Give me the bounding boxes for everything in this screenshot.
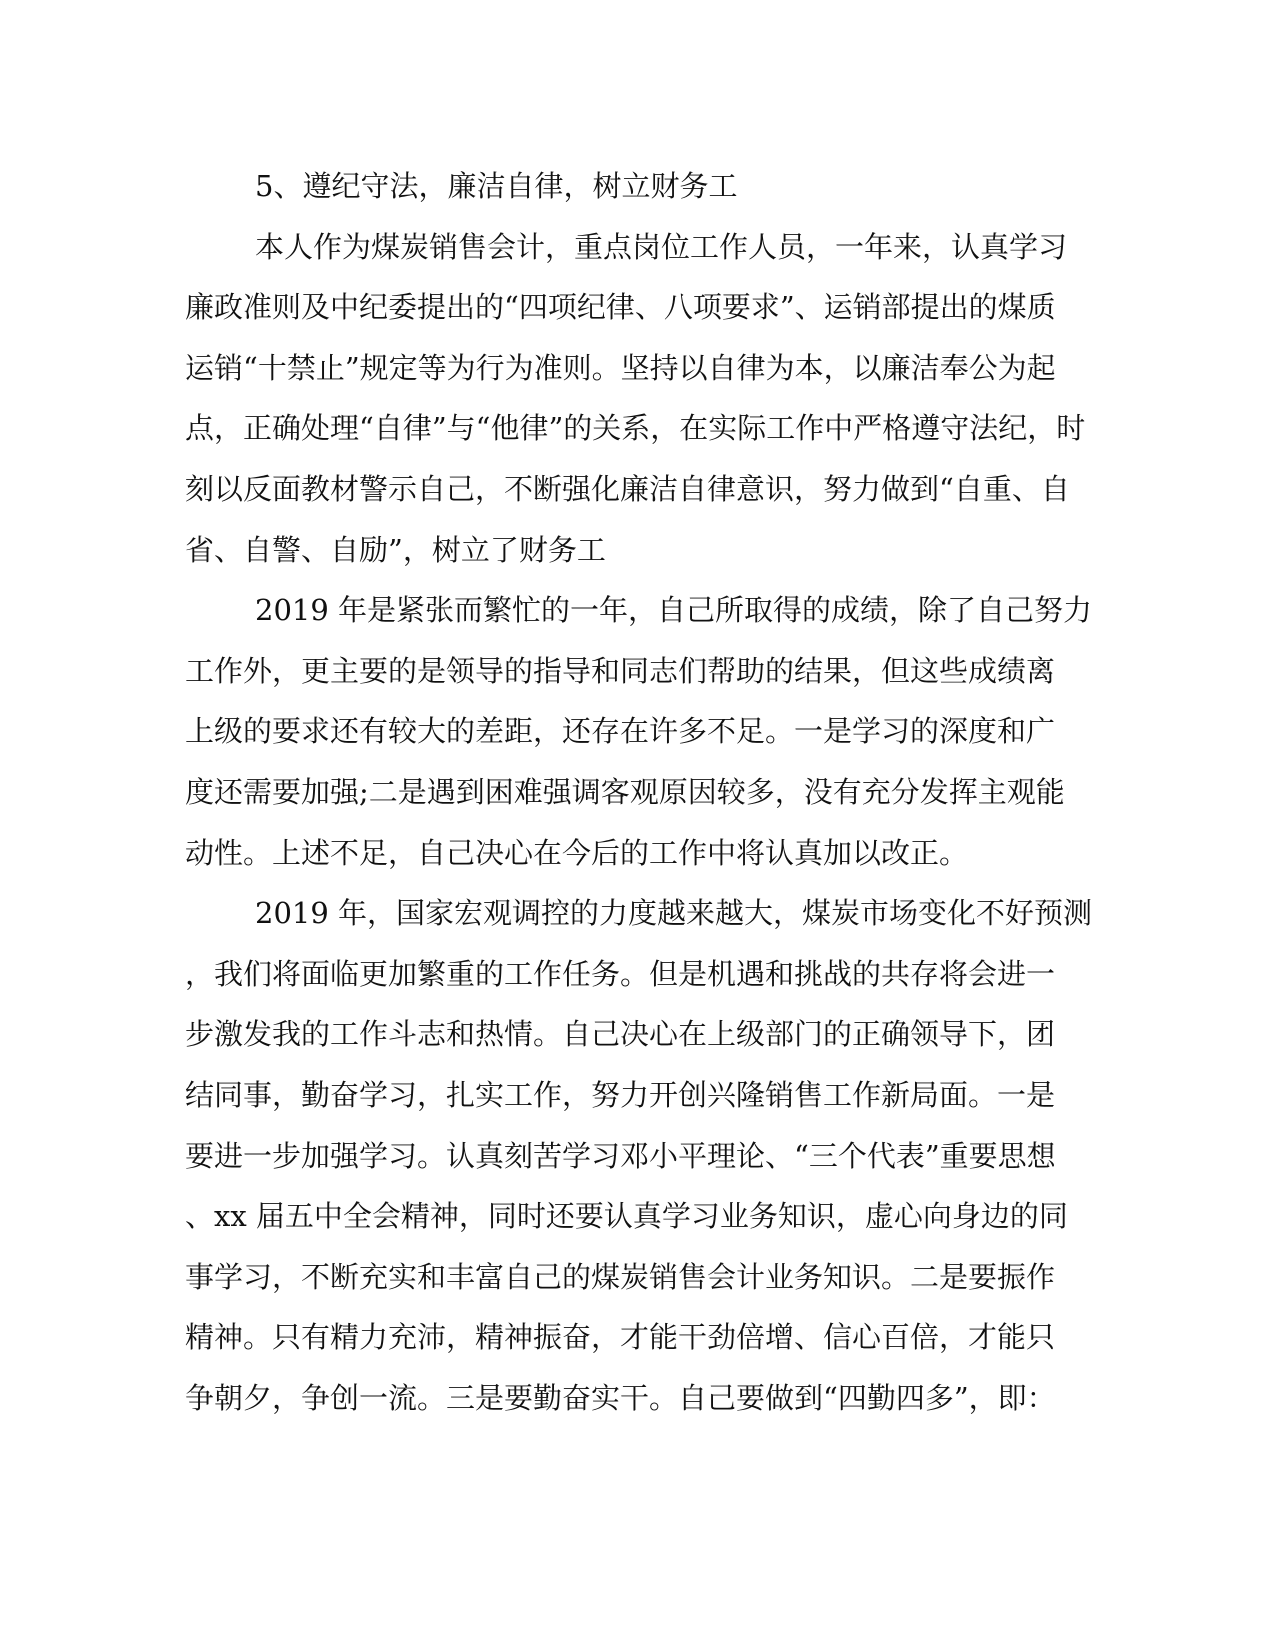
text-line: 刻以反面教材警示自己，不断强化廉洁自律意识，努力做到“自重、自 [185, 471, 1070, 506]
text-line: 度还需要加强;二是遇到困难强调客观原因较多，没有充分发挥主观能 [185, 774, 1065, 809]
text-line: 动性。上述不足，自己决心在今后的工作中将认真加以改正。 [185, 835, 969, 870]
text-line: 廉政准则及中纪委提出的“四项纪律、八项要求”、运销部提出的煤质 [185, 290, 1056, 325]
section-heading: 5、遵纪守法，廉洁自律，树立财务工 [255, 169, 738, 203]
text-line: 点，正确处理“自律”与“他律”的关系，在实际工作中严格遵守法纪，时 [185, 411, 1086, 446]
text-line: 、xx 届五中全会精神，同时还要认真学习业务知识，虚心向身边的同 [185, 1199, 1068, 1234]
document-body [185, 164, 1093, 1436]
text-line: 上级的要求还有较大的差距，还存在许多不足。一是学习的深度和广 [185, 714, 1056, 749]
text-line: 结同事，勤奋学习，扎实工作，努力开创兴隆销售工作新局面。一是 [185, 1077, 1056, 1112]
text-line: 争朝夕，争创一流。三是要勤奋实干。自己要做到“四勤四多”，即： [185, 1380, 1056, 1415]
text-line: 2019 年，国家宏观调控的力度越来越大，煤炭市场变化不好预测 [255, 896, 1093, 931]
text-line: 省、自警、自励”，树立了财务工 [185, 532, 606, 567]
text-line: 运销“十禁止”规定等为行为准则。坚持以自律为本，以廉洁奉公为起 [185, 350, 1056, 385]
text-line: 事学习，不断充实和丰富自己的煤炭销售会计业务知识。二是要振作 [185, 1259, 1056, 1294]
text-line: 2019 年是紧张而繁忙的一年，自己所取得的成绩，除了自己努力 [255, 593, 1093, 628]
text-line: 步激发我的工作斗志和热情。自己决心在上级部门的正确领导下，团 [185, 1017, 1056, 1052]
text-line: 工作外，更主要的是领导的指导和同志们帮助的结果，但这些成绩离 [185, 653, 1056, 688]
text-line: ，我们将面临更加繁重的工作任务。但是机遇和挑战的共存将会进一 [185, 956, 1056, 991]
text-line: 要进一步加强学习。认真刻苦学习邓小平理论、“三个代表”重要思想 [185, 1138, 1056, 1173]
text-line: 精神。只有精力充沛，精神振奋，才能干劲倍增、信心百倍，才能只 [185, 1320, 1056, 1355]
text-line: 本人作为煤炭销售会计，重点岗位工作人员，一年来，认真学习 [255, 229, 1068, 264]
